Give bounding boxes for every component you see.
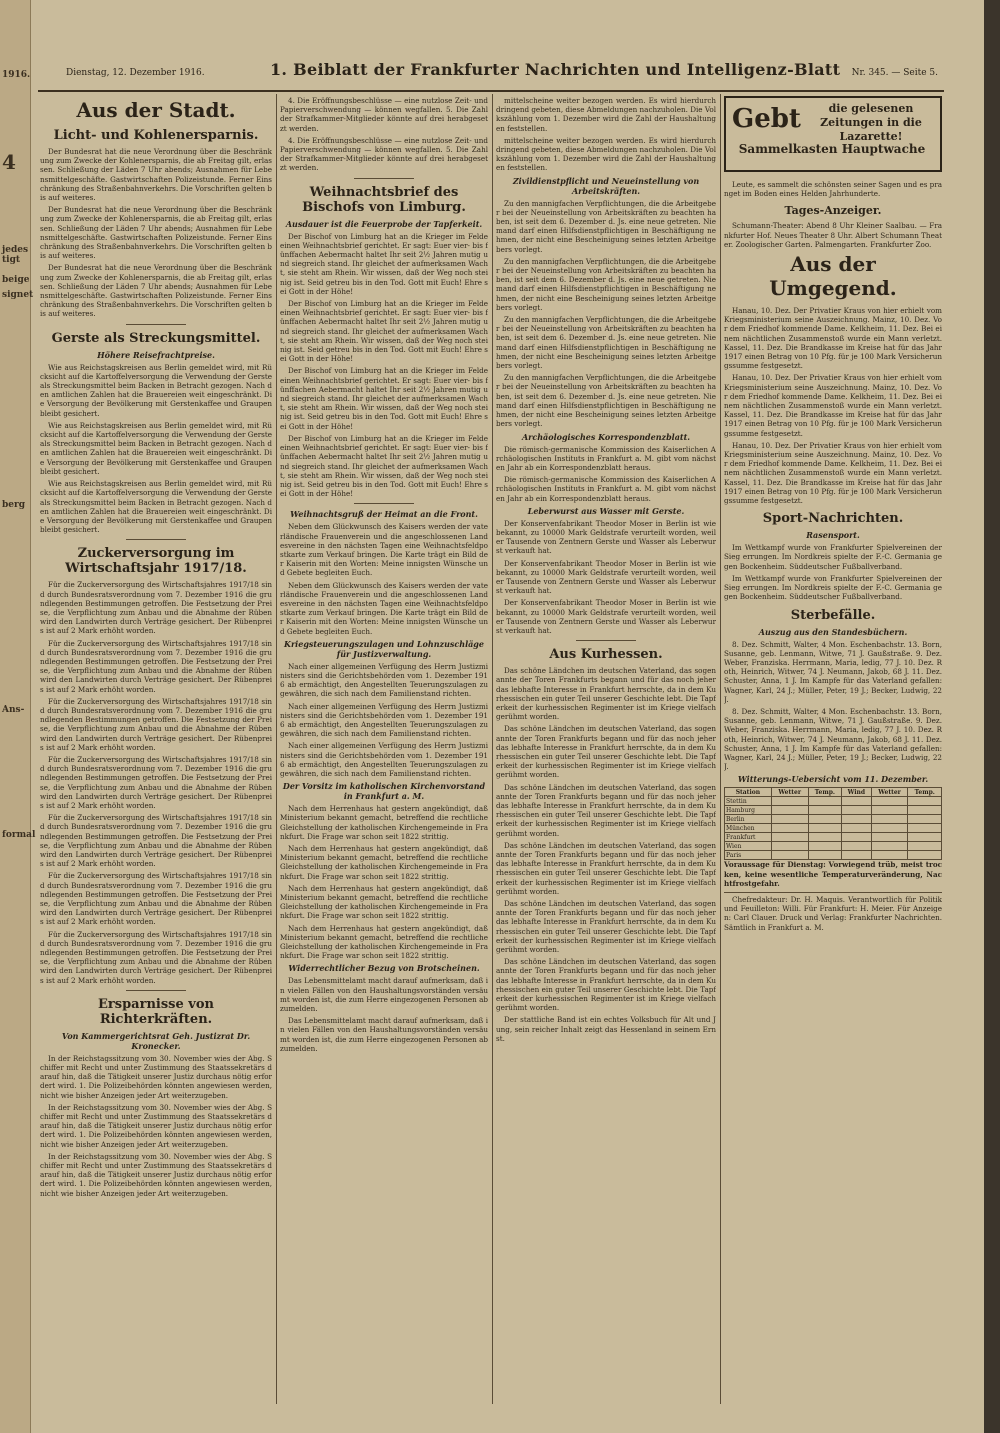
imprint-text: Chefredakteur: Dr. H. Maquis. Verantwortlich für Politik und Feuilleton: Willi. Für Frankfurt: H. Meier. Für Anzeigen: Carl Clauer. Druck und Verlag: Frankfurter Nachrichten. Sämtlich in Frankfurt a. M.	[724, 894, 942, 932]
article-title: Weihnachtsbrief des Bischofs von Limburg.	[302, 184, 466, 215]
strip-fragment: berg	[2, 500, 26, 510]
advertisement-box	[724, 96, 942, 172]
table-cell	[871, 806, 908, 815]
column-4	[724, 96, 942, 1406]
article-text: Die römisch-germanische Kommission des Kaiserlichen Archäologischen Instituts in Frankfurt a. M. gibt vom nächsten Jahr ab ein Korrespondenzblatt heraus.	[496, 444, 716, 472]
table-cell	[771, 851, 808, 860]
article-text: Schumann-Theater: Abend 8 Uhr Kleiner Saalbau. — Frankfurter Hof. Neues Theater 8 Uhr. Albert Schumann Theater. Zoologischer Garten. Palmengarten. Frankfurter Zoo.	[724, 221, 942, 249]
table-cell	[808, 824, 841, 833]
article-text: mittelscheine weiter bezogen werden. Es wird hierdurch dringend gebeten, diese Abmeldungen nachzuholen. Die Volkszählung vom 1. Dezember wird die Zahl der Haushaltungen feststellen.	[496, 96, 716, 133]
article-text: Hanau, 10. Dez. Der Privatier Kraus von hier erhielt vom Kriegsministerium seine Auszeichnung. Mainz, 10. Dez. Vor dem Friedhof kommende Dame. Kelkheim, 11. Dez. Bei einem nächtlichen Zusammenstoß wurde ein Mann verletzt. Kassel, 11. Dez. Die Brandkasse im Kreise hat für das Jahr 1917 einen Betrag von 10 Pfg. für je 100 Mark Versicherungssumme festgesetzt.	[724, 440, 942, 506]
article-text: Neben dem Glückwunsch des Kaisers werden der vaterländische Frauenverein und die angeschlossenen Landesvereine in den nächsten Tagen eine Weihnachtsfeldpostkarte zum Verkauf bringen. Die Karte trägt ein Bild der Kaiserin mit den Worten: Meine innigsten Wünsche und Gebete begleiten Euch.	[280, 580, 488, 636]
table-cell	[871, 842, 908, 851]
table-cell	[808, 842, 841, 851]
article-title: Widerrechtlicher Bezug von Brotscheinen.	[288, 963, 480, 974]
table-cell	[908, 806, 942, 815]
article-text: Wie aus Reichstagskreisen aus Berlin gemeldet wird, mit Rücksicht auf die Kartoffelversorgung die Verwendung der Gerste als Streckungsmittel beim Backen in Betracht gezogen. Nach den amtlichen Zahlen hat die Brauereien weit eingeschränkt. Die Versorgung der Bevölkerung mit Gerstenkaffee und Graupen bleibt gesichert.	[40, 479, 272, 535]
article-text: In der Reichstagssitzung vom 30. November wies der Abg. Schiffer mit Recht und unter Zustimmung des Staatssekretärs darauf hin, daß die Tätigkeit unserer Justiz durchaus nötig erfordert wird. 1. Die Polizeibehörden könnten angewiesen werden, nicht wie bisher Anzeigen jeder Art weiterzugeben.	[40, 1151, 272, 1198]
table-cell	[842, 842, 872, 851]
table-cell	[908, 851, 942, 860]
article-title: Zuckerversorgung im Wirtschaftsjahr 1917/18.	[65, 546, 247, 577]
table-cell	[871, 851, 908, 860]
article-text: Zu den mannigfachen Verpflichtungen, die die Arbeitgeber bei der Neueinstellung von Arbeitskräften zu beachten haben, ist seit dem 6. Dezember d. Js. eine neue getreten. Niemand darf einen Hilfsdienstpflichtigen in Beschäftigung nehmen, der nicht eine Bescheinigung seines letzten Arbeitgebers vorlegt.	[496, 315, 716, 371]
article-title: Licht- und Kohlenersparnis.	[53, 128, 259, 143]
strip-fragment: tigt	[2, 255, 21, 265]
section-heading: Aus der Umgegend.	[769, 252, 897, 301]
article-subtitle: Ausdauer ist die Feuerprobe der Tapferkeit.	[285, 218, 483, 229]
strip-fragment: jedes	[2, 245, 29, 255]
table-cell	[771, 797, 808, 806]
article-text: Neben dem Glückwunsch des Kaisers werden der vaterländische Frauenverein und die angeschlossenen Landesvereine in den nächsten Tagen eine Weihnachtsfeldpostkarte zum Verkauf bringen. Die Karte trägt ein Bild der Kaiserin mit den Worten: Meine innigsten Wünsche und Gebete begleiten Euch.	[280, 522, 488, 578]
table-cell	[771, 806, 808, 815]
article-title: Der Vorsitz im katholischen Kirchenvorstand in Frankfurt a. M.	[282, 781, 486, 802]
strip-fragment: formal	[2, 830, 36, 840]
article-text: Der Bundesrat hat die neue Verordnung über die Beschränkung zum Zwecke der Kohlenersparnis, die ab Freitag gilt, erlassen. Schließung der Läden 7 Uhr abends; Ausnahmen für Lebensmittelgeschäfte. Gastwirtschaften Polizeistunde. Ferner Einschränkung des Straßenbahnverkehrs. Die Vorschriften gelten bis auf weiteres.	[40, 263, 272, 319]
article-text: 4. Die Eröffnungsbeschlüsse — eine nutzlose Zeit- und Papierverschwendung — können wegfallen. 5. Die Zahl der Strafkammer-Mitglieder könnte auf drei herabgesetzt werden.	[280, 96, 488, 133]
article-text: Das schöne Ländchen im deutschen Vaterland, das sogenannte der Toren Frankfurts begann und für das noch jeher das lebhafte Interesse in Frankfurt herrschte, da in dem Kurhessischen ein guter Teil unserer Geschichte lebt. Die Tapferkeit der kurhessischen Regimenter ist im Kriege vielfach gerühmt worden.	[496, 666, 716, 722]
page-edge	[984, 0, 1000, 1433]
table-cell	[808, 806, 841, 815]
article-text: Zu den mannigfachen Verpflichtungen, die die Arbeitgeber bei der Neueinstellung von Arbeitskräften zu beachten haben, ist seit dem 6. Dezember d. Js. eine neue getreten. Niemand darf einen Hilfsdienstpflichtigen in Beschäftigung nehmen, der nicht eine Bescheinigung seines letzten Arbeitgebers vorlegt.	[496, 198, 716, 254]
section-heading: Aus der Stadt.	[76, 98, 236, 122]
table-cell	[871, 824, 908, 833]
article-subtitle: Rasensport.	[806, 530, 860, 541]
table-row	[725, 833, 942, 842]
article-text: In der Reichstagssitzung vom 30. November wies der Abg. Schiffer mit Recht und unter Zustimmung des Staatssekretärs darauf hin, daß die Tätigkeit unserer Justiz durchaus nötig erfordert wird. 1. Die Polizeibehörden könnten angewiesen werden, nicht wie bisher Anzeigen jeder Art weiterzugeben.	[40, 1102, 272, 1149]
header-title: 1. Beiblatt der Frankfurter Nachrichten und Intelligenz-Blatt	[270, 60, 841, 79]
article-title: Gerste als Streckungsmittel.	[51, 330, 261, 346]
article-title: Sport-Nachrichten.	[762, 511, 904, 527]
article-text: Der Bundesrat hat die neue Verordnung über die Beschränkung zum Zwecke der Kohlenersparnis, die ab Freitag gilt, erlassen. Schließung der Läden 7 Uhr abends; Ausnahmen für Lebensmittelgeschäfte. Gastwirtschaften Polizeistunde. Ferner Einschränkung des Straßenbahnverkehrs. Die Vorschriften gelten bis auf weiteres.	[40, 147, 272, 203]
article-text: Der Konservenfabrikant Theodor Moser in Berlin ist wie bekannt, zu 10000 Mark Geldstrafe verurteilt worden, weil er Tausende von Zentnern Gerste und Wasser als Leberwurst verkauft hat.	[496, 518, 716, 556]
article-text: 8. Dez. Schmitt, Walter, 4 Mon. Eschenbachstr. 13. Born, Susanne, geb. Lenmann, Witwe, 71 J. Gaußstraße. 9. Dez. Weber, Franziska. Herrmann, Maria, ledig, 77 J. 10. Dez. Roth, Heinrich, Witwer, 74 J. Neumann, Jakob, 68 J. 11. Dez. Schuster, Anna, 1 J. Im Kampfe für das Vaterland gefallen: Wagner, Karl, 24 J.; Müller, Peter, 19 J.; Becker, Ludwig, 22 J.	[724, 706, 942, 772]
divider	[126, 990, 186, 991]
table-cell	[771, 824, 808, 833]
page-header	[38, 58, 938, 82]
article-text: Für die Zuckerversorgung des Wirtschaftsjahres 1917/18 sind durch Bundesratsverordnung vom 7. Dezember 1916 die grundlegenden Bestimmungen getroffen. Die Festsetzung der Preise, die Verpflichtung zum Anbau und die Abnahme der Rüben wird den Landwirten durch Verträge gesichert. Der Rübenpreis ist auf 2 Mark erhöht worden.	[40, 638, 272, 694]
article-text: Die römisch-germanische Kommission des Kaiserlichen Archäologischen Instituts in Frankfurt a. M. gibt vom nächsten Jahr ab ein Korrespondenzblatt heraus.	[496, 475, 716, 503]
article-text: Für die Zuckerversorgung des Wirtschaftsjahres 1917/18 sind durch Bundesratsverordnung vom 7. Dezember 1916 die grundlegenden Bestimmungen getroffen. Die Festsetzung der Preise, die Verpflichtung zum Anbau und die Abnahme der Rüben wird den Landwirten durch Verträge gesichert. Der Rübenpreis ist auf 2 Mark erhöht worden.	[40, 813, 272, 869]
article-title: Sterbefälle.	[790, 607, 876, 623]
article-text: Für die Zuckerversorgung des Wirtschaftsjahres 1917/18 sind durch Bundesratsverordnung vom 7. Dezember 1916 die grundlegenden Bestimmungen getroffen. Die Festsetzung der Preise, die Verpflichtung zum Anbau und die Abnahme der Rüben wird den Landwirten durch Verträge gesichert. Der Rübenpreis ist auf 2 Mark erhöht worden.	[40, 580, 272, 636]
divider	[354, 503, 414, 504]
article-text: Der stattliche Band ist ein echtes Volksbuch für Alt und Jung, sein reicher Inhalt zeigt das Hessenland in seinem Ernst.	[496, 1015, 716, 1043]
table-header: Wetter	[871, 788, 908, 797]
strip-fragment: 4	[2, 150, 16, 174]
article-title: Tages-Anzeiger.	[784, 204, 882, 218]
imprint	[724, 892, 942, 932]
article-subtitle: Höhere Reisefrachtpreise.	[97, 349, 215, 360]
table-cell	[908, 842, 942, 851]
article-text: Im Wettkampf wurde von Frankfurter Spielvereinen der Sieg errungen. Im Nordkreis spielte der F.-C. Germania gegen Bockenheim. Süddeutscher Fußballverband.	[724, 543, 942, 571]
table-header: Station	[725, 788, 772, 797]
column-3	[496, 96, 716, 1406]
divider	[126, 324, 186, 325]
table-cell	[808, 815, 841, 824]
table-cell	[871, 797, 908, 806]
table-cell	[908, 824, 942, 833]
table-header: Wetter	[771, 788, 808, 797]
article-text: In der Reichstagssitzung vom 30. November wies der Abg. Schiffer mit Recht und unter Zustimmung des Staatssekretärs darauf hin, daß die Tätigkeit unserer Justiz durchaus nötig erfordert wird. 1. Die Polizeibehörden könnten angewiesen werden, nicht wie bisher Anzeigen jeder Art weiterzugeben.	[40, 1053, 272, 1100]
article-text: Das schöne Ländchen im deutschen Vaterland, das sogenannte der Toren Frankfurts begann und für das noch jeher das lebhafte Interesse in Frankfurt herrschte, da in dem Kurhessischen ein guter Teil unserer Geschichte lebt. Die Tapferkeit der kurhessischen Regimenter ist im Kriege vielfach gerühmt worden.	[496, 957, 716, 1013]
table-cell: Stettin	[725, 797, 772, 806]
table-cell	[908, 815, 942, 824]
article-text: Das Lebensmittelamt macht darauf aufmerksam, daß in vielen Fällen von den Haushaltungsvorständen versäumt worden ist, die zum Herre eingezogenen Personen abzumelden.	[280, 1016, 488, 1053]
header-page-number: Nr. 345. — Seite 5.	[851, 68, 938, 78]
table-header: Temp.	[808, 788, 841, 797]
article-text: Zu den mannigfachen Verpflichtungen, die die Arbeitgeber bei der Neueinstellung von Arbeitskräften zu beachten haben, ist seit dem 6. Dezember d. Js. eine neue getreten. Niemand darf einen Hilfsdienstpflichtigen in Beschäftigung nehmen, der nicht eine Bescheinigung seines letzten Arbeitgebers vorlegt.	[496, 256, 716, 312]
article-text: Für die Zuckerversorgung des Wirtschaftsjahres 1917/18 sind durch Bundesratsverordnung vom 7. Dezember 1916 die grundlegenden Bestimmungen getroffen. Die Festsetzung der Preise, die Verpflichtung zum Anbau und die Abnahme der Rüben wird den Landwirten durch Verträge gesichert. Der Rübenpreis ist auf 2 Mark erhöht worden.	[40, 696, 272, 752]
table-cell: Hamburg	[725, 806, 772, 815]
table-header: Wind	[842, 788, 872, 797]
table-cell	[842, 806, 872, 815]
table-cell	[808, 833, 841, 842]
column-divider	[276, 94, 277, 1404]
article-title: Ersparnisse von Richterkräften.	[98, 996, 214, 1027]
table-cell: Frankfurt	[725, 833, 772, 842]
column-divider	[720, 94, 721, 1404]
article-text: Leute, es sammelt die schönsten seiner Sagen und es pranget im Boden eines Helden Jahrhunderte.	[724, 180, 942, 199]
strip-fragment: Ans-	[2, 705, 25, 715]
article-text: Im Wettkampf wurde von Frankfurter Spielvereinen der Sieg errungen. Im Nordkreis spielte der F.-C. Germania gegen Bockenheim. Süddeutscher Fußballverband.	[724, 573, 942, 602]
table-cell	[771, 842, 808, 851]
table-cell	[842, 824, 872, 833]
article-text: Nach einer allgemeinen Verfügung des Herrn Justizministers sind die Gerichtsbehörden vom 1. Dezember 1916 ab ermächtigt, den Angestellten Teuerungszulagen zu gewähren, die sich nach dem Familienstand richten.	[280, 701, 488, 739]
strip-fragment: signet	[2, 290, 34, 300]
strip-fragment: beige	[2, 275, 30, 285]
previous-page-strip	[0, 0, 36, 1433]
table-cell: Paris	[725, 851, 772, 860]
article-text: Das Lebensmittelamt macht darauf aufmerksam, daß in vielen Fällen von den Haushaltungsvorständen versäumt worden ist, die zum Herre eingezogenen Personen abzumelden.	[280, 976, 488, 1014]
article-text: Nach einer allgemeinen Verfügung des Herrn Justizministers sind die Gerichtsbehörden vom 1. Dezember 1916 ab ermächtigt, den Angestellten Teuerungszulagen zu gewähren, die sich nach dem Familienstand richten.	[280, 661, 488, 699]
table-row	[725, 824, 942, 833]
table-cell: Wien	[725, 842, 772, 851]
article-text: Nach dem Herrenhaus hat gestern angekündigt, daß Ministerium bekannt gemacht, betreffend die rechtliche Gleichstellung der katholischen Kirchengemeinde in Frankfurt. Die Frage war schon seit 1822 strittig.	[280, 844, 488, 881]
strip-fragment: 1916.	[2, 70, 31, 80]
table-row	[725, 842, 942, 851]
divider	[576, 640, 636, 641]
article-text: Das schöne Ländchen im deutschen Vaterland, das sogenannte der Toren Frankfurts begann und für das noch jeher das lebhafte Interesse in Frankfurt herrschte, da in dem Kurhessischen ein guter Teil unserer Geschichte lebt. Die Tapferkeit der kurhessischen Regimenter ist im Kriege vielfach gerühmt worden.	[496, 724, 716, 780]
article-text: Für die Zuckerversorgung des Wirtschaftsjahres 1917/18 sind durch Bundesratsverordnung vom 7. Dezember 1916 die grundlegenden Bestimmungen getroffen. Die Festsetzung der Preise, die Verpflichtung zum Anbau und die Abnahme der Rüben wird den Landwirten durch Verträge gesichert. Der Rübenpreis ist auf 2 Mark erhöht worden.	[40, 754, 272, 810]
header-date: Dienstag, 12. Dezember 1916.	[66, 68, 205, 78]
table-row	[725, 806, 942, 815]
weather-title: Witterungs-Uebersicht vom 11. Dezember.	[737, 774, 929, 785]
article-text: Der Konservenfabrikant Theodor Moser in Berlin ist wie bekannt, zu 10000 Mark Geldstrafe verurteilt worden, weil er Tausende von Zentnern Gerste und Wasser als Leberwurst verkauft hat.	[496, 558, 716, 596]
forecast-text: Voraussage für Dienstag: Vorwiegend trüb, meist trocken, keine wesentliche Temperaturveränderung, Nachtfrostgefahr.	[724, 860, 942, 888]
table-cell	[871, 815, 908, 824]
article-text: Der Bischof von Limburg hat an die Krieger im Felde einen Weihnachtsbrief gerichtet. Er sagt: Euer vier- bis fünffachen Aebermacht haltet Ihr seit 2½ Jahren mutig und siegreich stand. Ihr gleichet der aufmerksamen Wacht, sie steht am Rhein. Wir wissen, daß der Weg noch steinig ist. Seid getreu bis in den Tod. Gott mit Euch! Ehre sei Gott in der Höhe!	[280, 299, 488, 364]
article-subtitle: Von Kammergerichtsrat Geh. Justizrat Dr. Kronecker.	[61, 1030, 251, 1051]
table-cell	[908, 833, 942, 842]
table-cell: München	[725, 824, 772, 833]
article-text: Für die Zuckerversorgung des Wirtschaftsjahres 1917/18 sind durch Bundesratsverordnung vom 7. Dezember 1916 die grundlegenden Bestimmungen getroffen. Die Festsetzung der Preise, die Verpflichtung zum Anbau und die Abnahme der Rüben wird den Landwirten durch Verträge gesichert. Der Rübenpreis ist auf 2 Mark erhöht worden.	[40, 929, 272, 985]
article-title: Weihnachtsgruß der Heimat an die Front.	[290, 509, 478, 520]
article-subtitle: Auszug aus den Standesbüchern.	[758, 626, 908, 637]
table-row	[725, 851, 942, 860]
table-cell	[908, 797, 942, 806]
article-text: Der Bischof von Limburg hat an die Krieger im Felde einen Weihnachtsbrief gerichtet. Er sagt: Euer vier- bis fünffachen Aebermacht haltet Ihr seit 2½ Jahren mutig und siegreich stand. Ihr gleichet der aufmerksamen Wacht, sie steht am Rhein. Wir wissen, daß der Weg noch steinig ist. Seid getreu bis in den Tod. Gott mit Euch! Ehre sei Gott in der Höhe!	[280, 366, 488, 431]
article-text: Für die Zuckerversorgung des Wirtschaftsjahres 1917/18 sind durch Bundesratsverordnung vom 7. Dezember 1916 die grundlegenden Bestimmungen getroffen. Die Festsetzung der Preise, die Verpflichtung zum Anbau und die Abnahme der Rüben wird den Landwirten durch Verträge gesichert. Der Rübenpreis ist auf 2 Mark erhöht worden.	[40, 871, 272, 927]
table-cell	[808, 851, 841, 860]
table-cell	[842, 797, 872, 806]
article-text: Nach dem Herrenhaus hat gestern angekündigt, daß Ministerium bekannt gemacht, betreffend die rechtliche Gleichstellung der katholischen Kirchengemeinde in Frankfurt. Die Frage war schon seit 1822 strittig.	[280, 923, 488, 961]
article-text: Nach einer allgemeinen Verfügung des Herrn Justizministers sind die Gerichtsbehörden vom 1. Dezember 1916 ab ermächtigt, den Angestellten Teuerungszulagen zu gewähren, die sich nach dem Familienstand richten.	[280, 741, 488, 778]
article-title: Zivildienstpflicht und Neueinstellung von Arbeitskräften.	[512, 175, 700, 196]
article-text: Wie aus Reichstagskreisen aus Berlin gemeldet wird, mit Rücksicht auf die Kartoffelversorgung die Verwendung der Gerste als Streckungsmittel beim Backen in Betracht gezogen. Nach den amtlichen Zahlen hat die Brauereien weit eingeschränkt. Die Versorgung der Bevölkerung mit Gerstenkaffee und Graupen bleibt gesichert.	[40, 420, 272, 476]
article-text: Der Konservenfabrikant Theodor Moser in Berlin ist wie bekannt, zu 10000 Mark Geldstrafe verurteilt worden, weil er Tausende von Zentnern Gerste und Wasser als Leberwurst verkauft hat.	[496, 598, 716, 635]
table-cell	[808, 797, 841, 806]
table-cell	[771, 815, 808, 824]
divider	[126, 539, 186, 540]
table-row	[725, 815, 942, 824]
article-text: mittelscheine weiter bezogen werden. Es wird hierdurch dringend gebeten, diese Abmeldungen nachzuholen. Die Volkszählung vom 1. Dezember wird die Zahl der Haushaltungen feststellen.	[496, 135, 716, 173]
article-text: Das schöne Ländchen im deutschen Vaterland, das sogenannte der Toren Frankfurts begann und für das noch jeher das lebhafte Interesse in Frankfurt herrschte, da in dem Kurhessischen ein guter Teil unserer Geschichte lebt. Die Tapferkeit der kurhessischen Regimenter ist im Kriege vielfach gerühmt worden.	[496, 840, 716, 896]
article-text: Nach dem Herrenhaus hat gestern angekündigt, daß Ministerium bekannt gemacht, betreffend die rechtliche Gleichstellung der katholischen Kirchengemeinde in Frankfurt. Die Frage war schon seit 1822 strittig.	[280, 804, 488, 841]
article-text: 4. Die Eröffnungsbeschlüsse — eine nutzlose Zeit- und Papierverschwendung — können wegfallen. 5. Die Zahl der Strafkammer-Mitglieder könnte auf drei herabgesetzt werden.	[280, 135, 488, 173]
divider	[354, 178, 414, 179]
table-cell	[842, 833, 872, 842]
table-row	[725, 797, 942, 806]
article-text: 8. Dez. Schmitt, Walter, 4 Mon. Eschenbachstr. 13. Born, Susanne, geb. Lenmann, Witwe, 71 J. Gaußstraße. 9. Dez. Weber, Franziska. Herrmann, Maria, ledig, 77 J. 10. Dez. Roth, Heinrich, Witwer, 74 J. Neumann, Jakob, 68 J. 11. Dez. Schuster, Anna, 1 J. Im Kampfe für das Vaterland gefallen: Wagner, Karl, 24 J.; Müller, Peter, 19 J.; Becker, Ludwig, 22 J.	[724, 639, 942, 704]
table-cell	[871, 833, 908, 842]
article-title: Leberwurst aus Wasser mit Gerste.	[527, 505, 685, 516]
weather-table	[724, 787, 942, 860]
table-header: Temp.	[908, 788, 942, 797]
header-rule	[38, 90, 944, 92]
article-text: Der Bundesrat hat die neue Verordnung über die Beschränkung zum Zwecke der Kohlenersparnis, die ab Freitag gilt, erlassen. Schließung der Läden 7 Uhr abends; Ausnahmen für Lebensmittelgeschäfte. Gastwirtschaften Polizeistunde. Ferner Einschränkung des Straßenbahnverkehrs. Die Vorschriften gelten bis auf weiteres.	[40, 205, 272, 261]
ad-text: die gelesenen Zeitungen in die Lazarette!	[820, 102, 922, 143]
table-cell: Berlin	[725, 815, 772, 824]
article-text: Der Bischof von Limburg hat an die Krieger im Felde einen Weihnachtsbrief gerichtet. Er sagt: Euer vier- bis fünffachen Aebermacht haltet Ihr seit 2½ Jahren mutig und siegreich stand. Ihr gleichet der aufmerksamen Wacht, sie steht am Rhein. Wir wissen, daß der Weg noch steinig ist. Seid getreu bis in den Tod. Gott mit Euch! Ehre sei Gott in der Höhe!	[280, 433, 488, 499]
column-1	[40, 96, 272, 1406]
article-text: Hanau, 10. Dez. Der Privatier Kraus von hier erhielt vom Kriegsministerium seine Auszeichnung. Mainz, 10. Dez. Vor dem Friedhof kommende Dame. Kelkheim, 11. Dez. Bei einem nächtlichen Zusammenstoß wurde ein Mann verletzt. Kassel, 11. Dez. Die Brandkasse im Kreise hat für das Jahr 1917 einen Betrag von 10 Pfg. für je 100 Mark Versicherungssumme festgesetzt.	[724, 373, 942, 438]
article-title: Aus Kurhessen.	[549, 647, 663, 663]
article-text: Nach dem Herrenhaus hat gestern angekündigt, daß Ministerium bekannt gemacht, betreffend die rechtliche Gleichstellung der katholischen Kirchengemeinde in Frankfurt. Die Frage war schon seit 1822 strittig.	[280, 883, 488, 921]
table-cell	[842, 815, 872, 824]
article-text: Hanau, 10. Dez. Der Privatier Kraus von hier erhielt vom Kriegsministerium seine Auszeichnung. Mainz, 10. Dez. Vor dem Friedhof kommende Dame. Kelkheim, 11. Dez. Bei einem nächtlichen Zusammenstoß wurde ein Mann verletzt. Kassel, 11. Dez. Die Brandkasse im Kreise hat für das Jahr 1917 einen Betrag von 10 Pfg. für je 100 Mark Versicherungssumme festgesetzt.	[724, 306, 942, 371]
ad-headline: Gebt	[732, 104, 801, 134]
article-text: Wie aus Reichstagskreisen aus Berlin gemeldet wird, mit Rücksicht auf die Kartoffelversorgung die Verwendung der Gerste als Streckungsmittel beim Backen in Betracht gezogen. Nach den amtlichen Zahlen hat die Brauereien weit eingeschränkt. Die Versorgung der Bevölkerung mit Gerstenkaffee und Graupen bleibt gesichert.	[40, 362, 272, 418]
column-2	[280, 96, 488, 1406]
table-cell	[771, 833, 808, 842]
table-cell	[842, 851, 872, 860]
article-title: Archäologisches Korrespondenzblatt.	[521, 431, 691, 442]
article-text: Zu den mannigfachen Verpflichtungen, die die Arbeitgeber bei der Neueinstellung von Arbeitskräften zu beachten haben, ist seit dem 6. Dezember d. Js. eine neue getreten. Niemand darf einen Hilfsdienstpflichtigen in Beschäftigung nehmen, der nicht eine Bescheinigung seines letzten Arbeitgebers vorlegt.	[496, 373, 716, 429]
article-text: Das schöne Ländchen im deutschen Vaterland, das sogenannte der Toren Frankfurts begann und für das noch jeher das lebhafte Interesse in Frankfurt herrschte, da in dem Kurhessischen ein guter Teil unserer Geschichte lebt. Die Tapferkeit der kurhessischen Regimenter ist im Kriege vielfach gerühmt worden.	[496, 782, 716, 838]
article-text: Der Bischof von Limburg hat an die Krieger im Felde einen Weihnachtsbrief gerichtet. Er sagt: Euer vier- bis fünffachen Aebermacht haltet Ihr seit 2½ Jahren mutig und siegreich stand. Ihr gleichet der aufmerksamen Wacht, sie steht am Rhein. Wir wissen, daß der Weg noch steinig ist. Seid getreu bis in den Tod. Gott mit Euch! Ehre sei Gott in der Höhe!	[280, 231, 488, 296]
article-text: Das schöne Ländchen im deutschen Vaterland, das sogenannte der Toren Frankfurts begann und für das noch jeher das lebhafte Interesse in Frankfurt herrschte, da in dem Kurhessischen ein guter Teil unserer Geschichte lebt. Die Tapferkeit der kurhessischen Regimenter ist im Kriege vielfach gerühmt worden.	[496, 899, 716, 955]
article-title: Kriegsteuerungszulagen und Lohnzuschläge für Justizverwaltung.	[284, 638, 484, 659]
column-divider	[492, 94, 493, 1404]
ad-footer: Sammelkasten Hauptwache	[738, 142, 926, 156]
